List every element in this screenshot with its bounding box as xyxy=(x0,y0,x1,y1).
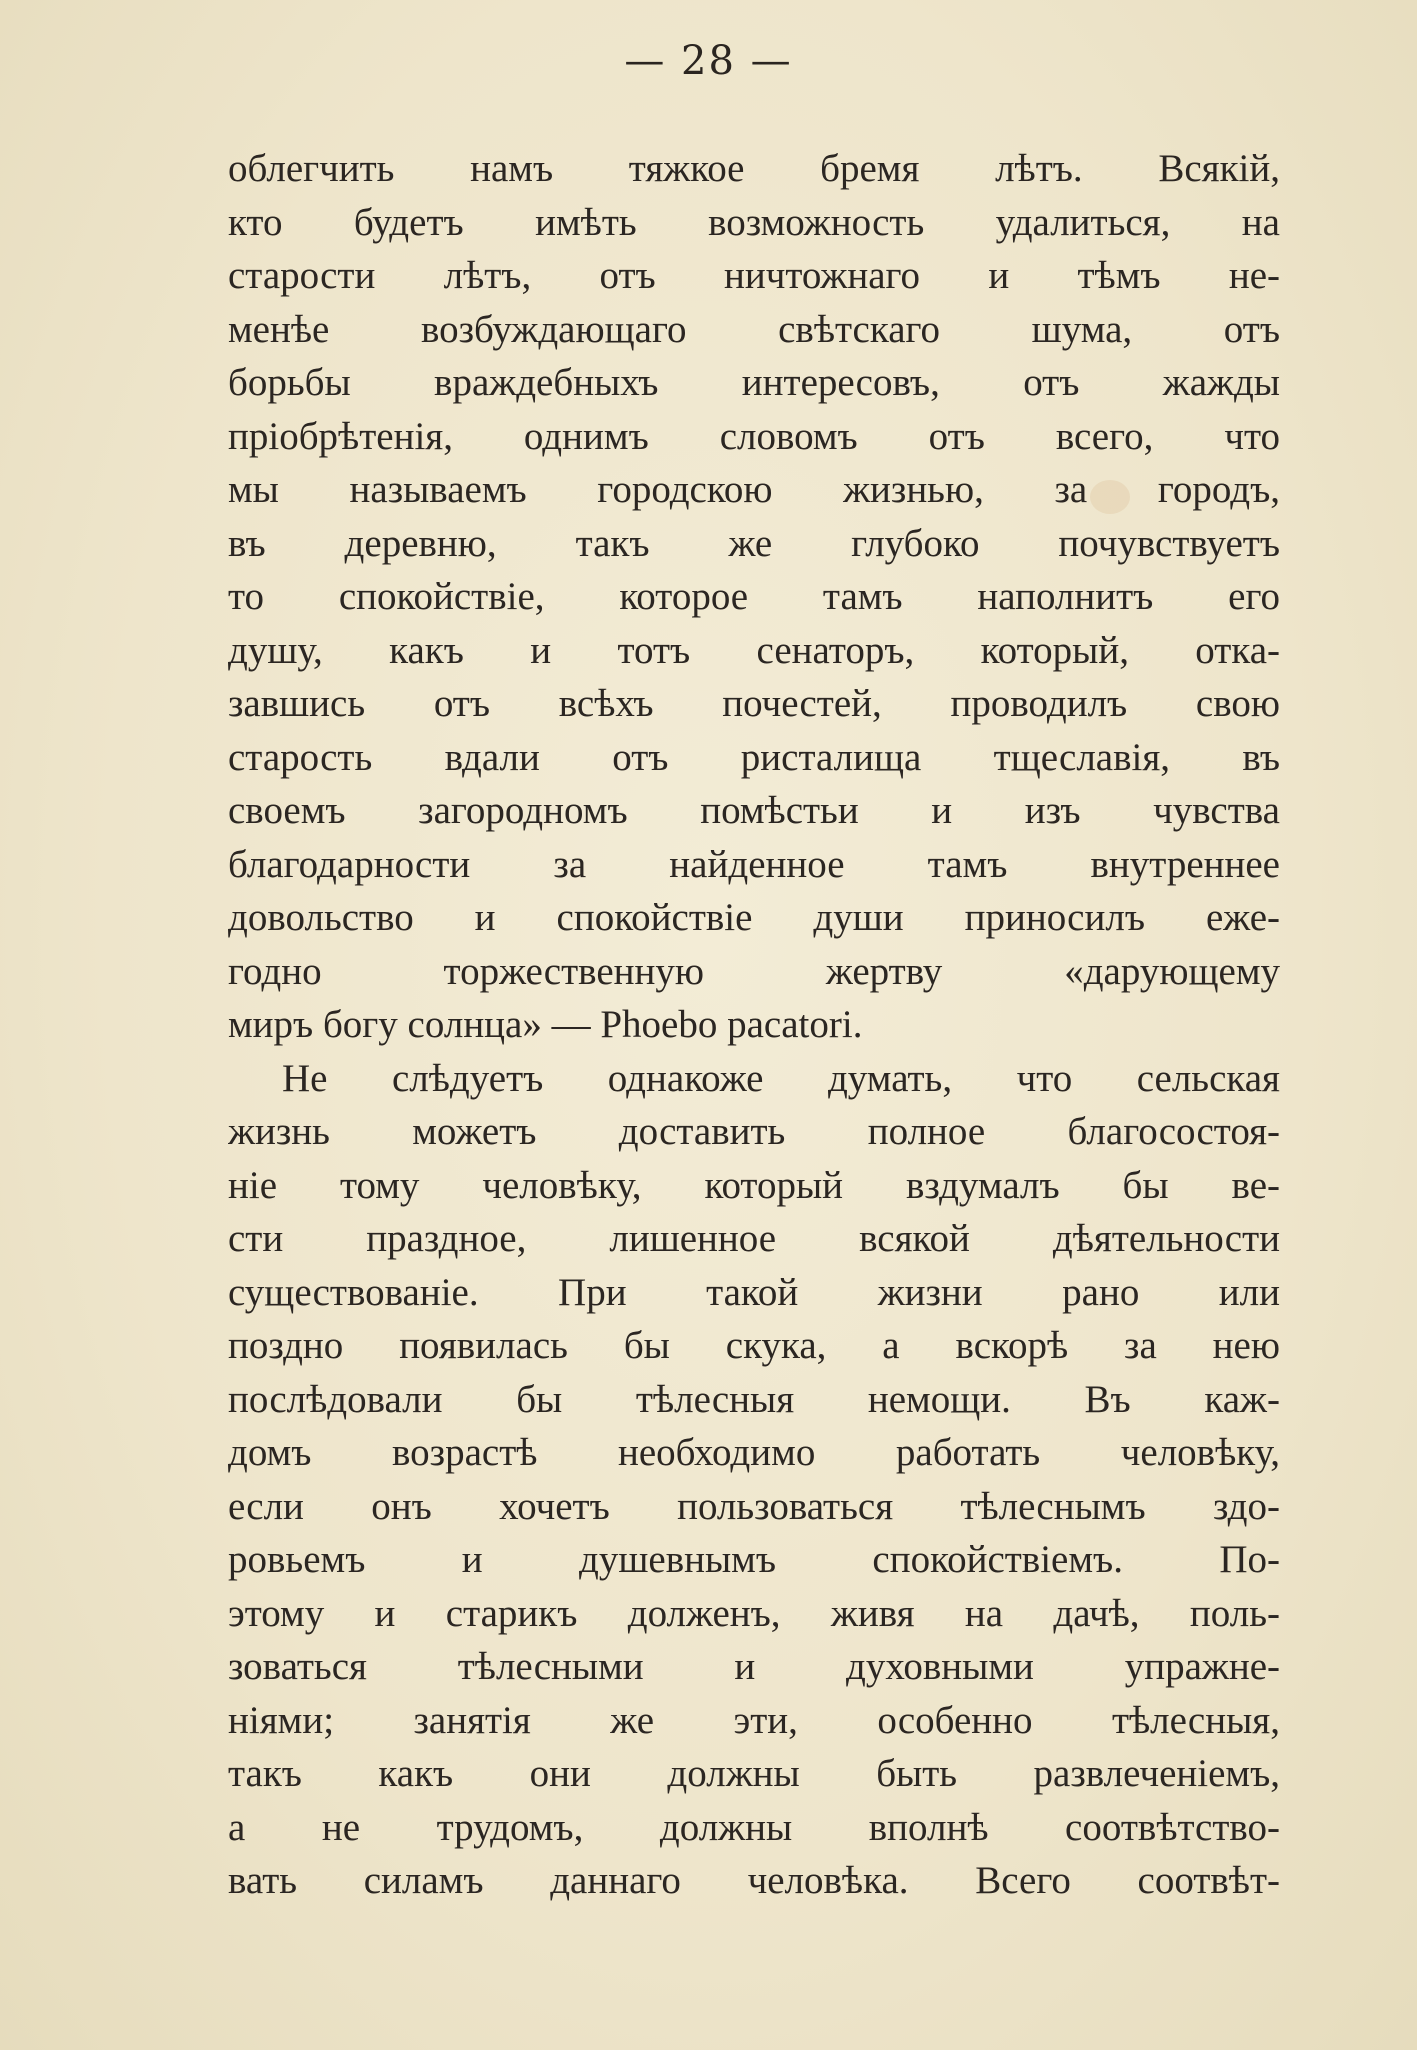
text-line: то спокойствіе, которое тамъ наполнитъ его xyxy=(228,575,1280,618)
text-line: душу, какъ и тотъ сенаторъ, который, отка- xyxy=(228,628,1280,672)
text-line: зоваться тѣлесными и духовными упражне- xyxy=(228,1645,1280,1688)
text-line: а не трудомъ, должны вполнѣ соотвѣтство- xyxy=(228,1805,1280,1849)
text-line: жизнь можетъ доставить полное благосостоя- xyxy=(228,1110,1280,1153)
text-line: борьбы враждебныхъ интересовъ, отъ жажды xyxy=(228,361,1280,404)
text-line: кто будетъ имѣть возможность удалиться, на xyxy=(228,200,1280,244)
text-line: сти праздное, лишенное всякой дѣятельности xyxy=(228,1217,1280,1260)
text-line: ніями; занятія же эти, особенно тѣлесныя, xyxy=(228,1698,1280,1742)
text-line: своемъ загородномъ помѣстьи и изъ чувства xyxy=(228,789,1280,832)
text-line: такъ какъ они должны быть развлеченіемъ, xyxy=(228,1752,1280,1795)
text-line: вать силамъ даннаго человѣка. Всего соотвѣт- xyxy=(228,1859,1280,1902)
text-line: годно торжественную жертву «дарующему xyxy=(228,949,1280,993)
text-line: домъ возрастѣ необходимо работать человѣку, xyxy=(228,1431,1280,1474)
text-line: старости лѣтъ, отъ ничтожнаго и тѣмъ не- xyxy=(228,254,1280,297)
text-line: облегчить намъ тяжкое бремя лѣтъ. Всякій, xyxy=(228,147,1280,190)
text-line: мы называемъ городскою жизнью, за городъ, xyxy=(228,468,1280,511)
text-line: поздно появилась бы скука, а вскорѣ за нею xyxy=(228,1324,1280,1367)
text-line: этому и старикъ долженъ, живя на дачѣ, поль- xyxy=(228,1591,1280,1635)
text-line: послѣдовали бы тѣлесныя немощи. Въ каж- xyxy=(228,1377,1280,1421)
page-body-text xyxy=(228,142,1280,1908)
text-line: довольство и спокойствіе души приносилъ еже- xyxy=(228,896,1280,939)
text-line: ніе тому человѣку, который вздумалъ бы ве- xyxy=(228,1163,1280,1207)
text-line: существованіе. При такой жизни рано или xyxy=(228,1270,1280,1314)
text-line: менѣе возбуждающаго свѣтскаго шума, отъ xyxy=(228,307,1280,351)
text-line: если онъ хочетъ пользоваться тѣлеснымъ здо- xyxy=(228,1484,1280,1528)
text-line: въ деревню, такъ же глубоко почувствуетъ xyxy=(228,521,1280,565)
text-line: Не слѣдуетъ однакоже думать, что сельская xyxy=(282,1056,1280,1100)
text-line: миръ богу солнца» — Phoebo pacatori. xyxy=(228,1003,863,1046)
page-number: — 28 — xyxy=(624,38,793,84)
text-line: ровьемъ и душевнымъ спокойствіемъ. По- xyxy=(228,1538,1280,1581)
text-line: пріобрѣтенія, однимъ словомъ отъ всего, что xyxy=(228,414,1280,458)
text-line: старость вдали отъ ристалища тщеславія, въ xyxy=(228,735,1280,779)
text-line: благодарности за найденное тамъ внутреннее xyxy=(228,842,1280,886)
text-line: завшись отъ всѣхъ почестей, проводилъ свою xyxy=(228,682,1280,725)
